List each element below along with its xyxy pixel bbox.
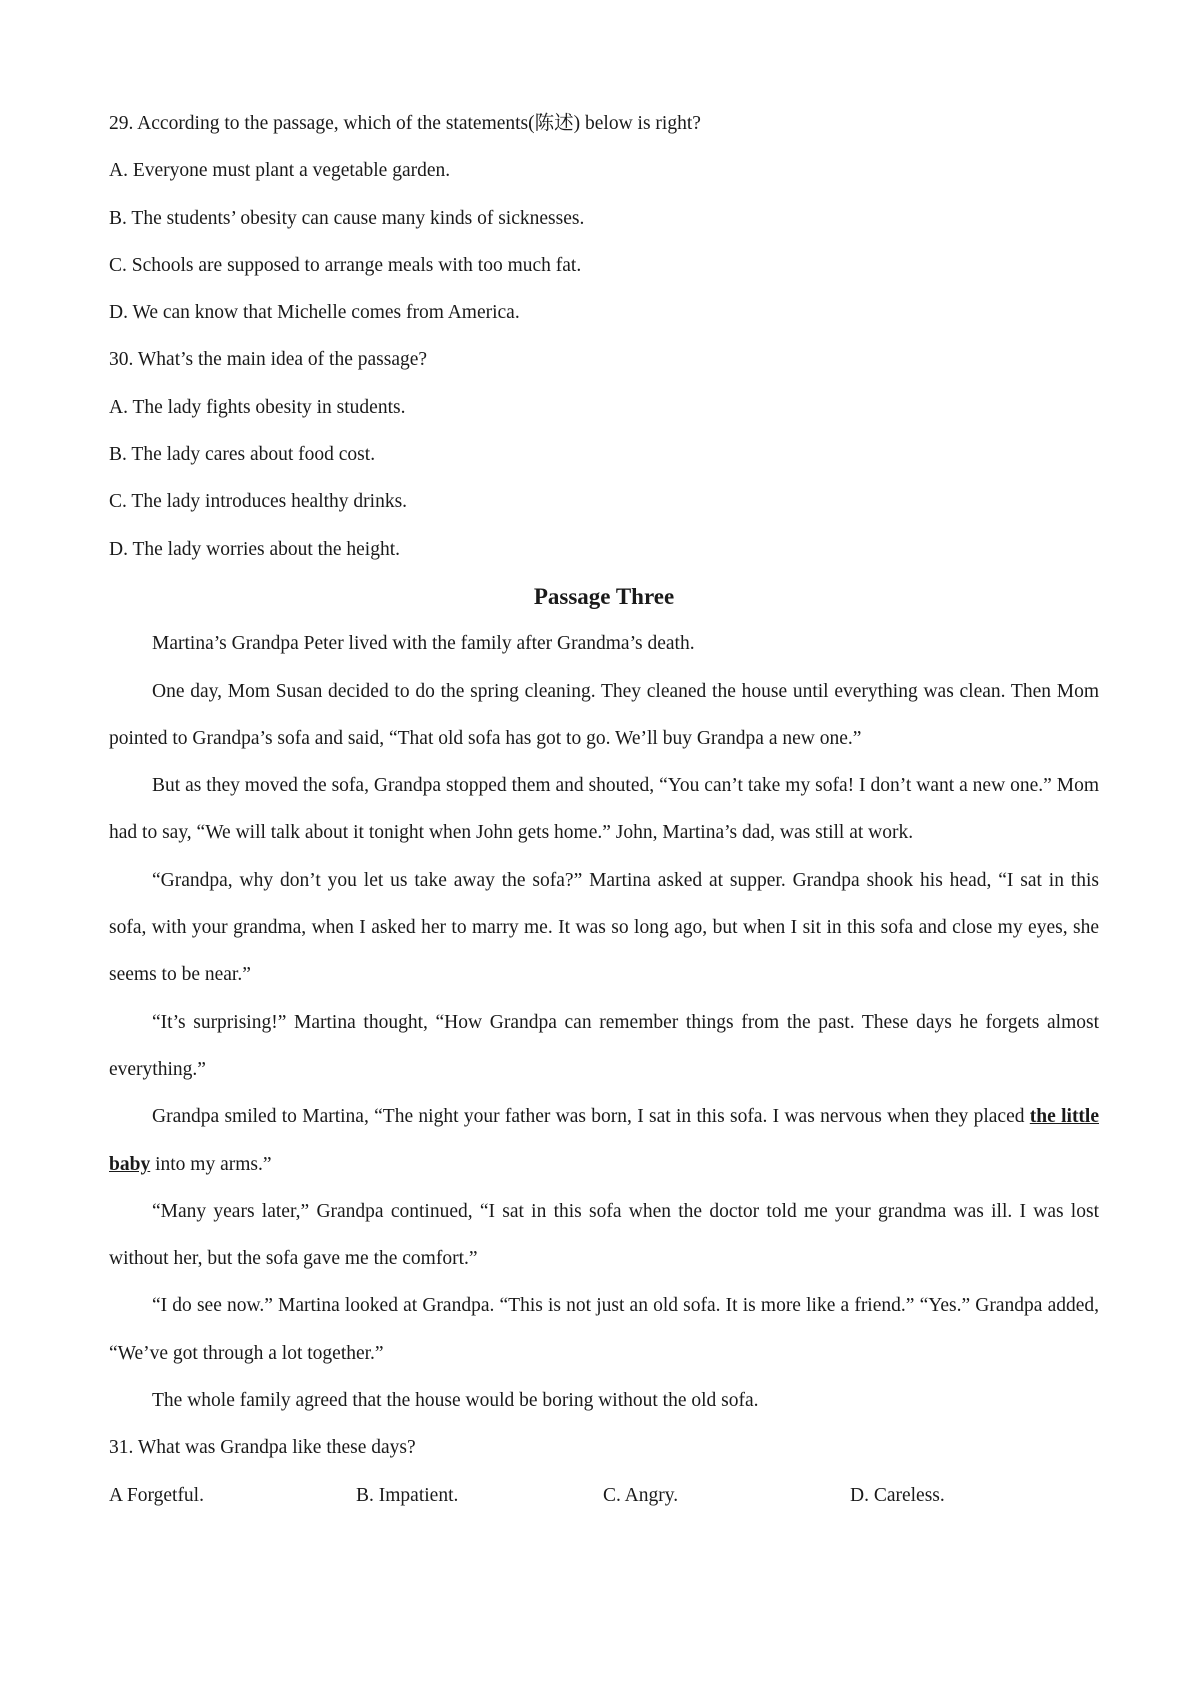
- question-30-option-c: C. The lady introduces healthy drinks.: [109, 491, 408, 513]
- question-29-option-a: A. Everyone must plant a vegetable garden.: [109, 160, 451, 182]
- question-30-option-a: A. The lady fights obesity in students.: [109, 396, 406, 418]
- question-31-option-a: A Forgetful.: [109, 1484, 204, 1506]
- passage-paragraph: The whole family agreed that the house would be boring without the old sofa.: [152, 1390, 759, 1412]
- passage-paragraph: “I do see now.” Martina looked at Grandpa. “This is not just an old sofa. It is more like a friend.” “Yes.” Grandpa added, “We’ve got through a lot together.”: [109, 1295, 1099, 1364]
- question-31-option-c: C. Angry.: [603, 1484, 679, 1506]
- question-30-option-d: D. The lady worries about the height.: [109, 538, 400, 560]
- passage-paragraph-with-underline: [109, 1093, 1099, 1188]
- passage-paragraph: One day, Mom Susan decided to do the spring cleaning. They cleaned the house until everything was clean. Then Mom pointed to Grandpa’s sofa and said, “That old sofa has got to go. We’ll buy Grandpa a new one.”: [109, 680, 1099, 749]
- paragraph-text: Grandpa smiled to Martina, “The night your father was born, I sat in this sofa. I was nervous when they placed: [152, 1106, 1025, 1128]
- question-31-option-d: D. Careless.: [850, 1484, 945, 1506]
- exam-page: [109, 100, 1099, 1519]
- passage-paragraph: Martina’s Grandpa Peter lived with the family after Grandma’s death.: [152, 633, 695, 655]
- question-31-stem: 31. What was Grandpa like these days?: [109, 1437, 416, 1459]
- question-29-option-b: B. The students’ obesity can cause many kinds of sicknesses.: [109, 207, 585, 229]
- question-31-options: [109, 1472, 1099, 1519]
- paragraph-text-continued: into my arms.”: [150, 1153, 272, 1175]
- question-31-option-b: B. Impatient.: [356, 1484, 459, 1506]
- passage-paragraph: But as they moved the sofa, Grandpa stopped them and shouted, “You can’t take my sofa! I don’t want a new one.” Mom had to say, “We will talk about it tonight when John gets home.” John, Martina’s dad, was still at work.: [109, 775, 1099, 844]
- question-29-option-c: C. Schools are supposed to arrange meals with too much fat.: [109, 254, 582, 276]
- question-29-option-d: D. We can know that Michelle comes from America.: [109, 302, 520, 324]
- question-30-option-b: B. The lady cares about food cost.: [109, 444, 376, 466]
- question-30-stem: 30. What’s the main idea of the passage?: [109, 349, 428, 371]
- question-29-stem: 29. According to the passage, which of the statements(陈述) below is right?: [109, 113, 701, 134]
- passage-title: Passage Three: [533, 583, 675, 609]
- passage-paragraph: “Many years later,” Grandpa continued, “I sat in this sofa when the doctor told me your grandma was ill. I was lost without her, but the sofa gave me the comfort.”: [109, 1200, 1099, 1270]
- passage-paragraph: “It’s surprising!” Martina thought, “How Grandpa can remember things from the past. These days he forgets almost everything.”: [109, 1011, 1099, 1080]
- passage-paragraph: “Grandpa, why don’t you let us take away the sofa?” Martina asked at supper. Grandpa shook his head, “I sat in this sofa, with your grandma, when I asked her to marry me. It was so long ago, but when I sit in this sofa and close my eyes, she seems to be near.”: [109, 869, 1099, 986]
- underlined-phrase: the little baby: [109, 1106, 1099, 1175]
